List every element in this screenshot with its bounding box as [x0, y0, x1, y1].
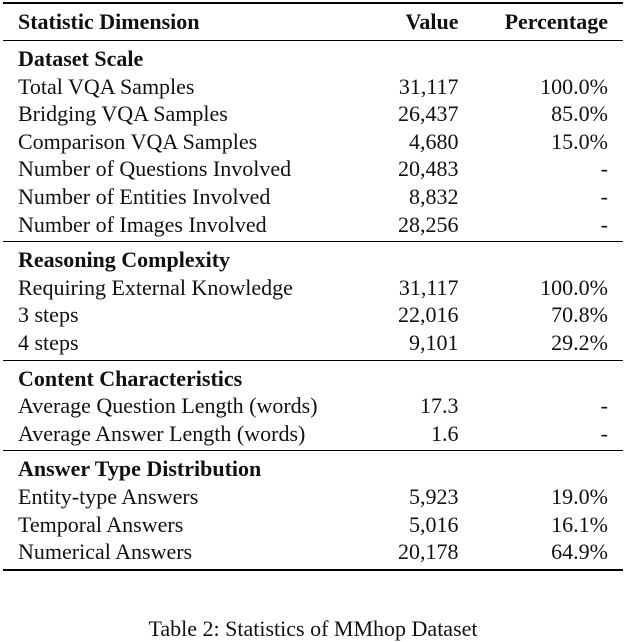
cell-value: 4,680 [409, 128, 459, 154]
cell-label: 4 steps [18, 329, 79, 355]
cell-label: Average Question Length (words) [18, 393, 318, 419]
cell-percentage: - [600, 156, 608, 182]
cell-percentage: 16.1% [551, 511, 608, 537]
table-row [3, 329, 623, 360]
cell-percentage: 100.0% [540, 274, 608, 300]
table-row [3, 301, 623, 329]
cell-value: 31,117 [398, 274, 459, 300]
table-row [3, 211, 623, 242]
cell-label: Number of Images Involved [18, 211, 267, 237]
cell-value: 22,016 [398, 302, 459, 328]
cell-label: 3 steps [18, 302, 79, 328]
cell-label: Average Answer Length (words) [18, 420, 306, 446]
table-row [3, 538, 623, 570]
cell-label: Entity-type Answers [18, 483, 199, 509]
section-header [3, 360, 623, 392]
section-header [3, 451, 623, 483]
cell-percentage: 29.2% [551, 329, 608, 355]
section-title: Answer Type Distribution [18, 456, 262, 482]
cell-percentage: 70.8% [551, 302, 608, 328]
cell-label: Numerical Answers [18, 539, 193, 565]
section-header [3, 41, 623, 73]
header-percentage: Percentage [504, 9, 608, 35]
cell-label: Bridging VQA Samples [18, 101, 228, 127]
table-row [3, 128, 623, 156]
cell-percentage: - [600, 211, 608, 237]
cell-label: Number of Entities Involved [18, 183, 271, 209]
cell-value: 28,256 [398, 211, 459, 237]
cell-label: Number of Questions Involved [18, 156, 292, 182]
cell-value: 20,178 [398, 539, 459, 565]
section-header [3, 242, 623, 274]
section-title: Dataset Scale [18, 46, 144, 71]
table-row [3, 483, 623, 511]
cell-value: 31,117 [398, 73, 459, 99]
section-title: Content Characteristics [18, 365, 243, 391]
cell-label: Total VQA Samples [18, 73, 195, 99]
cell-value: 9,101 [409, 329, 459, 355]
cell-value: 26,437 [398, 101, 459, 127]
section-title: Reasoning Complexity [18, 247, 231, 273]
cell-label: Comparison VQA Samples [18, 128, 258, 154]
cell-label: Temporal Answers [18, 511, 184, 537]
cell-label: Requiring External Knowledge [18, 274, 293, 300]
cell-percentage: 100.0% [540, 73, 608, 99]
table-row [3, 274, 623, 302]
table-row [3, 392, 623, 420]
table-row [3, 420, 623, 451]
cell-percentage: - [600, 420, 608, 446]
cell-value: 17.3 [420, 393, 459, 419]
table-row [3, 155, 623, 183]
table-row [3, 100, 623, 128]
cell-percentage: 64.9% [551, 539, 608, 565]
cell-value: 5,016 [409, 511, 459, 537]
table-caption: Table 2: Statistics of MMhop Dataset [148, 616, 478, 641]
cell-percentage: 85.0% [551, 101, 608, 127]
cell-percentage: 19.0% [551, 483, 608, 509]
header-dimension: Statistic Dimension [18, 9, 200, 35]
cell-value: 5,923 [409, 483, 459, 509]
table-row [3, 511, 623, 539]
cell-value: 8,832 [409, 183, 459, 209]
statistics-table [3, 2, 623, 571]
header-value: Value [405, 9, 459, 35]
cell-value: 20,483 [398, 156, 459, 182]
cell-percentage: - [600, 393, 608, 419]
cell-value: 1.6 [431, 420, 459, 446]
table-row [3, 183, 623, 211]
cell-percentage: - [600, 183, 608, 209]
table-row [3, 73, 623, 101]
cell-percentage: 15.0% [551, 128, 608, 154]
